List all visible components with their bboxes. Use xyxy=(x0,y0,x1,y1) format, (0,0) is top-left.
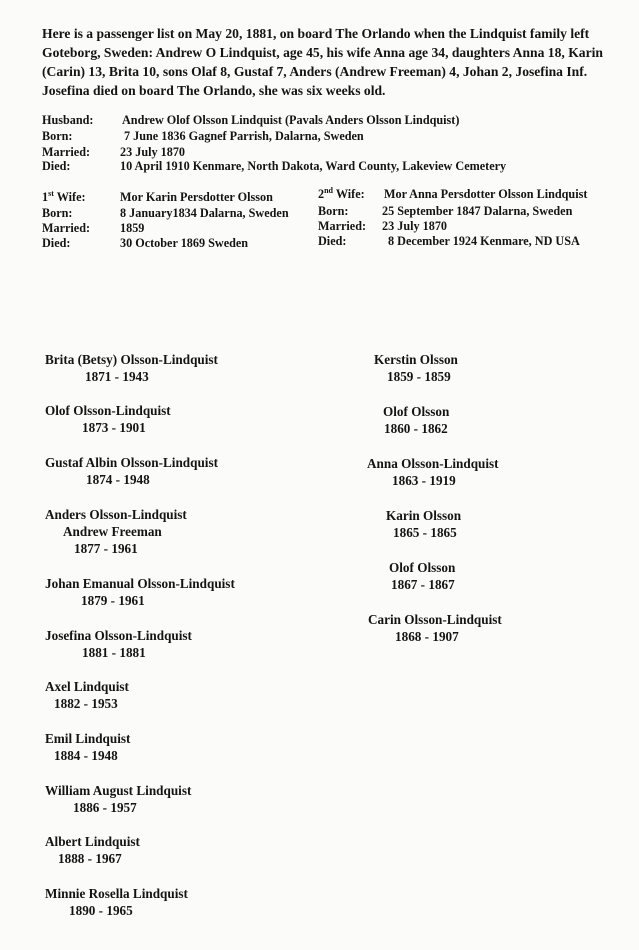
child-entry xyxy=(45,730,130,764)
husband-died: 10 April 1910 Kenmare, North Dakota, Ward County, Lakeview Cemetery xyxy=(120,159,507,173)
wife1-name: Mor Karin Persdotter Olsson xyxy=(120,190,273,204)
child-entry xyxy=(386,507,461,541)
died-label: Died: xyxy=(318,234,347,248)
child-dates: 1881 - 1881 xyxy=(82,645,146,660)
husband-name: Andrew Olof Olsson Lindquist (Pavals Anders Olsson Lindquist) xyxy=(122,113,460,127)
child-dates: 1888 - 1967 xyxy=(58,851,122,866)
child-entry xyxy=(45,402,171,436)
wife1-born: 8 January1834 Dalarna, Sweden xyxy=(120,206,289,220)
child-dates: 1879 - 1961 xyxy=(81,593,145,608)
child-name: Johan Emanual Olsson-Lindquist xyxy=(45,576,235,591)
child-dates: 1859 - 1859 xyxy=(387,369,451,384)
husband-label: Husband: xyxy=(42,113,94,127)
child-entry xyxy=(45,575,235,609)
child-dates: 1871 - 1943 xyxy=(85,369,149,384)
child-entry xyxy=(45,678,129,712)
child-entry xyxy=(389,559,455,593)
husband-born: 7 June 1836 Gagnef Parrish, Dalarna, Sweden xyxy=(124,129,364,143)
wife2-label: 2nd Wife: xyxy=(318,186,365,201)
wife1-label: 1st Wife: xyxy=(42,189,86,204)
child-entry xyxy=(45,885,188,919)
child-name: Minnie Rosella Lindquist xyxy=(45,886,188,901)
child-entry xyxy=(45,782,191,816)
child-alias: Andrew Freeman xyxy=(63,524,162,539)
child-name: Josefina Olsson-Lindquist xyxy=(45,628,192,643)
child-name: Kerstin Olsson xyxy=(374,352,458,367)
child-dates: 1860 - 1862 xyxy=(384,421,448,436)
child-name: Anna Olsson-Lindquist xyxy=(367,456,499,471)
child-name: Axel Lindquist xyxy=(45,679,129,694)
child-name: Albert Lindquist xyxy=(45,834,140,849)
child-dates: 1874 - 1948 xyxy=(86,472,150,487)
child-dates: 1863 - 1919 xyxy=(392,473,456,488)
wife2-born: 25 September 1847 Dalarna, Sweden xyxy=(382,204,573,218)
child-dates: 1873 - 1901 xyxy=(82,420,146,435)
child-name: Olof Olsson xyxy=(383,404,450,419)
married-label: Married: xyxy=(42,145,91,159)
wife1-died: 30 October 1869 Sweden xyxy=(120,236,249,250)
child-entry xyxy=(45,454,218,488)
child-dates: 1868 - 1907 xyxy=(395,629,459,644)
married-label: Married: xyxy=(42,221,91,235)
child-dates: 1884 - 1948 xyxy=(54,748,118,763)
child-entry xyxy=(367,455,499,489)
born-label: Born: xyxy=(42,129,73,143)
married-label: Married: xyxy=(318,219,367,233)
wife2-died: 8 December 1924 Kenmare, ND USA xyxy=(388,234,580,248)
intro-paragraph: Here is a passenger list on May 20, 1881, on board The Orlando when the Lindquist family left Goteborg, Sweden: Andrew O Lindquist, age 45, his wife Anna age 34, daughters Anna 18, Karin (Carin) 13, Brita 10, sons Olaf 8, Gustaf 7, Anders (Andrew Freeman) 4, Johan 2, Josefina Inf. Josefina died on board The Orlando, she was six weeks old. xyxy=(42,26,603,98)
child-name: Gustaf Albin Olsson-Lindquist xyxy=(45,455,218,470)
child-entry xyxy=(374,351,458,385)
child-name: Olof Olsson xyxy=(389,560,456,575)
child-dates: 1867 - 1867 xyxy=(391,577,455,592)
wife1-married: 1859 xyxy=(120,221,145,235)
child-dates: 1890 - 1965 xyxy=(69,903,133,918)
child-name: Emil Lindquist xyxy=(45,731,131,746)
child-name: Olof Olsson-Lindquist xyxy=(45,403,171,418)
child-name: Carin Olsson-Lindquist xyxy=(368,612,502,627)
died-label: Died: xyxy=(42,236,71,250)
child-entry xyxy=(383,403,449,437)
child-name: Brita (Betsy) Olsson-Lindquist xyxy=(45,352,218,367)
wife2-name: Mor Anna Persdotter Olsson Lindquist xyxy=(384,187,588,201)
child-entry xyxy=(45,833,140,867)
child-entry xyxy=(45,627,192,661)
child-name: Anders Olsson-Lindquist xyxy=(45,507,187,522)
child-dates: 1877 - 1961 xyxy=(74,541,138,556)
husband-married: 23 July 1870 xyxy=(120,145,186,159)
child-entry xyxy=(45,351,218,385)
child-dates: 1865 - 1865 xyxy=(393,525,457,540)
born-label: Born: xyxy=(42,206,73,220)
child-dates: 1886 - 1957 xyxy=(73,800,137,815)
child-dates: 1882 - 1953 xyxy=(54,696,118,711)
child-entry xyxy=(368,611,502,645)
child-name: William August Lindquist xyxy=(45,783,192,798)
died-label: Died: xyxy=(42,159,71,173)
child-name: Karin Olsson xyxy=(386,508,462,523)
child-entry xyxy=(45,506,187,557)
wife2-married: 23 July 1870 xyxy=(382,219,448,233)
born-label: Born: xyxy=(318,204,349,218)
